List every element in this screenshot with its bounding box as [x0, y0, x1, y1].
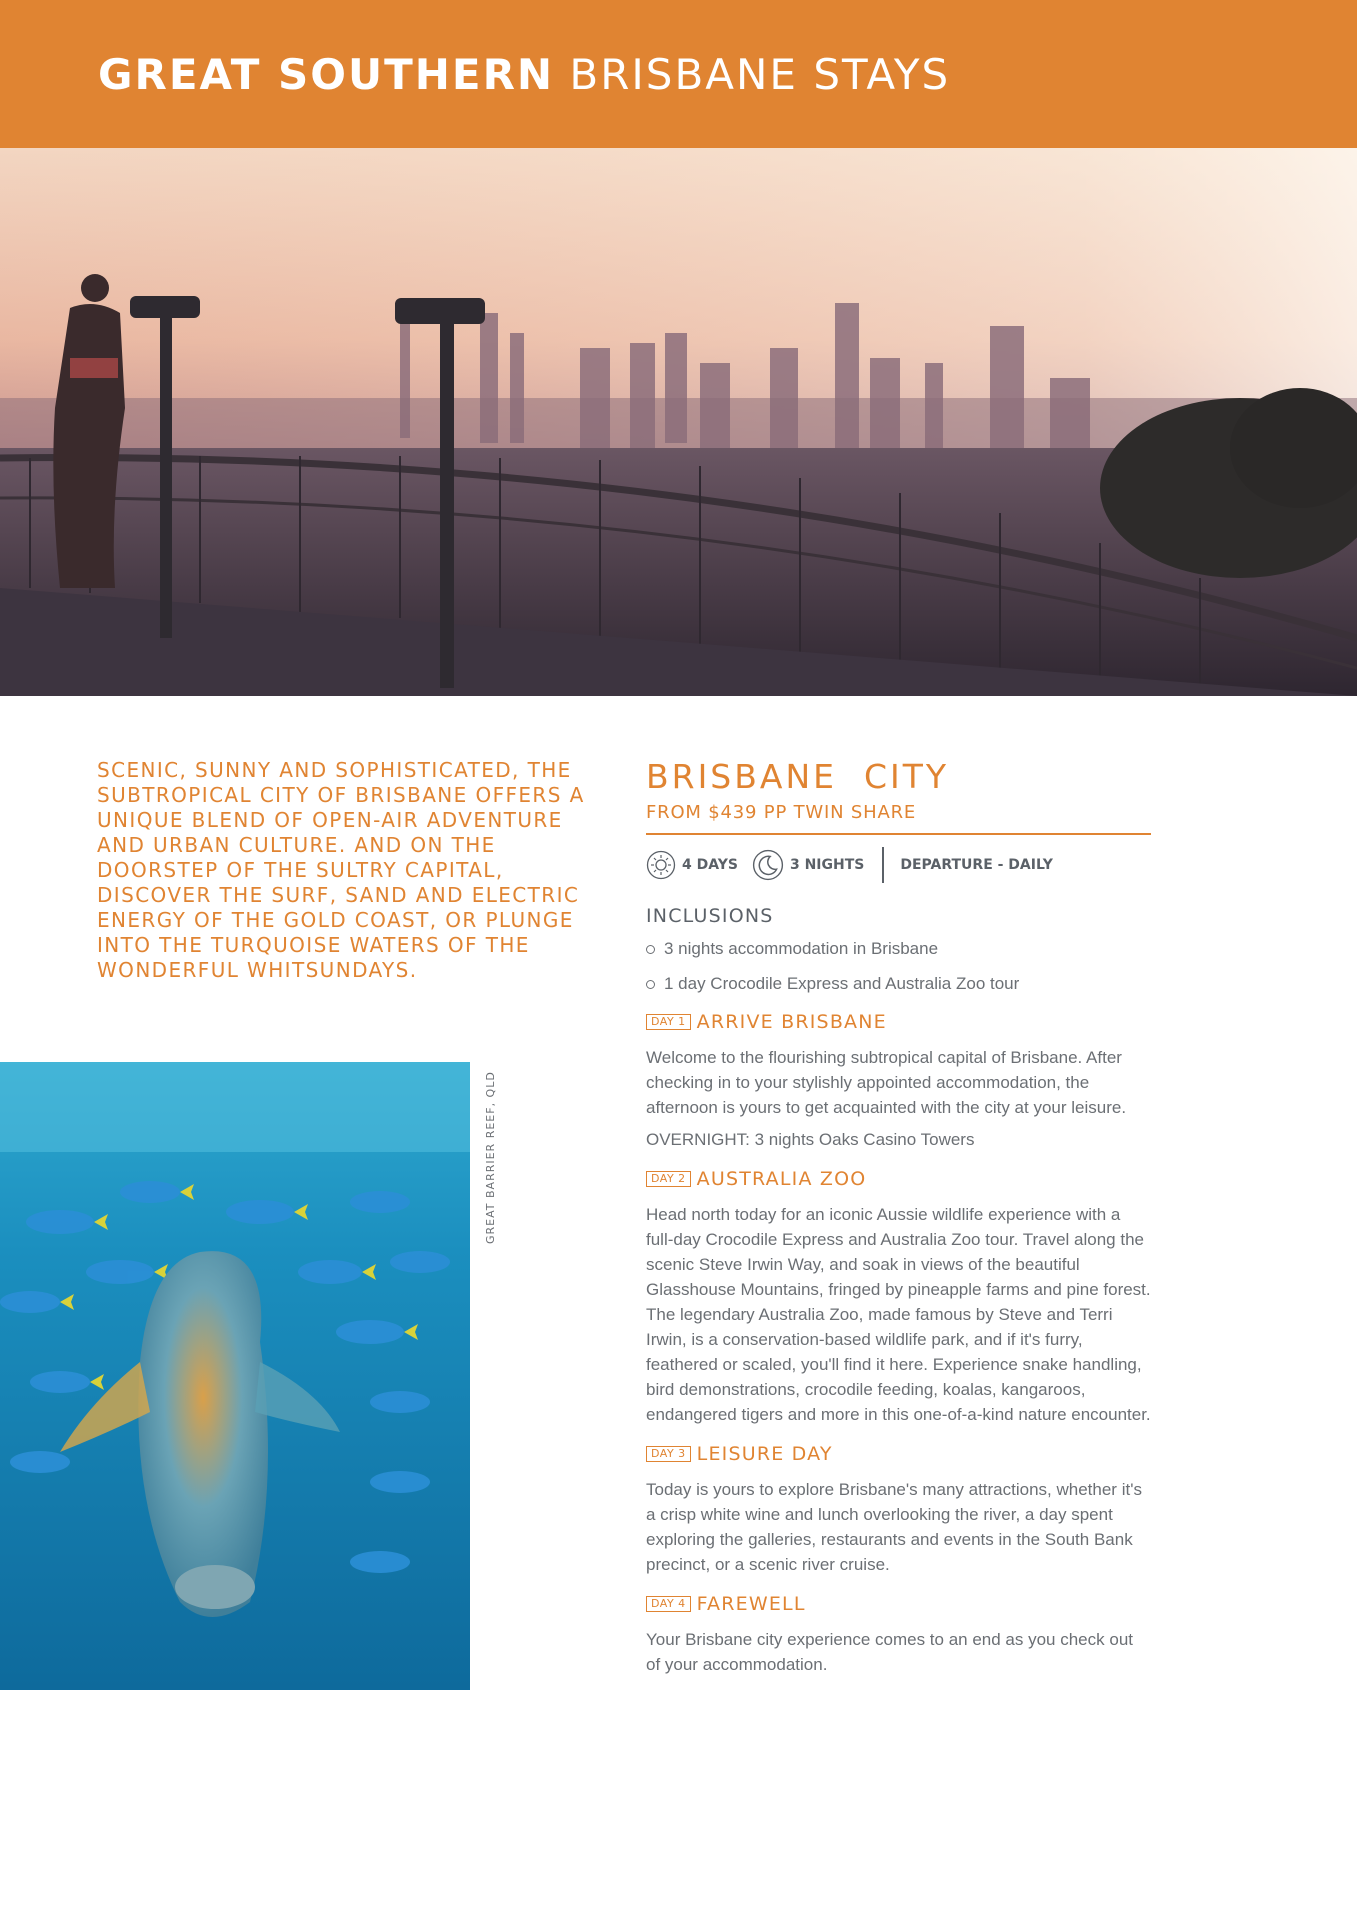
day-tag: DAY 3: [646, 1446, 691, 1462]
days-label: 4 DAYS: [682, 857, 738, 873]
duration-nights: [752, 849, 864, 881]
intro-text: SCENIC, SUNNY AND SOPHISTICATED, THE SUBTROPICAL CITY OF BRISBANE OFFERS A UNIQUE BLEND OF OPEN-AIR ADVENTURE AND URBAN CULTURE. AND ON THE DOORSTEP OF THE SULTRY CAPITAL, DISCOVER THE SURF, SAND AND ELECTRIC ENERGY OF THE GOLD COAST, OR PLUNGE INTO THE TURQUOISE WATERS OF THE WONDERFUL WHITSUNDAYS.: [97, 758, 585, 982]
nights-label: 3 NIGHTS: [789, 857, 865, 873]
day-title: AUSTRALIA ZOO: [696, 1168, 867, 1190]
day-title: LEISURE DAY: [696, 1443, 833, 1465]
tour-price: FROM $439 PP TWIN SHARE: [646, 802, 917, 823]
list-item: [646, 939, 1151, 959]
inclusions-heading: INCLUSIONS: [646, 905, 774, 927]
title-bold: GREAT SOUTHERN: [98, 50, 555, 99]
tour-meta: [646, 847, 1151, 883]
tour-details: [646, 758, 1151, 1677]
inclusion-text: 3 nights accommodation in Brisbane: [664, 939, 939, 958]
day-3: [646, 1441, 1151, 1577]
inclusion-text: 1 day Crocodile Express and Australia Zoo tour: [664, 974, 1020, 993]
inclusions-list: [646, 939, 1151, 994]
reef-caption-text: GREAT BARRIER REEF, QLD: [484, 1071, 497, 1244]
header-band: [0, 0, 1357, 148]
title-light: BRISBANE STAYS: [569, 50, 951, 99]
meta-divider: [882, 847, 884, 883]
day-2: [646, 1166, 1151, 1427]
day-tag: DAY 4: [646, 1596, 691, 1612]
sun-icon: [646, 850, 676, 880]
day-4: [646, 1591, 1151, 1677]
overnight-note: OVERNIGHT: 3 nights Oaks Casino Towers: [646, 1130, 975, 1149]
day-title: FAREWELL: [696, 1593, 806, 1615]
day-heading: [646, 1009, 1151, 1035]
tour-title: BRISBANE CITY: [646, 757, 950, 796]
departure-label: DEPARTURE - DAILY: [900, 857, 1053, 873]
day-heading: [646, 1591, 1151, 1617]
day-heading: [646, 1441, 1151, 1467]
moon-icon: [752, 849, 784, 881]
day-description: Welcome to the flourishing subtropical capital of Brisbane. After checking in to your stylishly appointed accommodation, the afternoon is yours to get acquainted with the city at your leisure.: [646, 1048, 1127, 1117]
day-title: ARRIVE BRISBANE: [696, 1011, 887, 1033]
day-tag: DAY 1: [646, 1014, 691, 1030]
list-item: [646, 974, 1151, 994]
bullet-icon: [646, 980, 655, 989]
page-title: [98, 50, 950, 99]
day-1: [646, 1009, 1151, 1152]
duration-days: [646, 850, 738, 880]
reef-photo-fish: [0, 1062, 470, 1690]
day-heading: [646, 1166, 1151, 1192]
day-tag: DAY 2: [646, 1171, 691, 1187]
reef-photo-caption: [482, 1062, 502, 1252]
day-description: Your Brisbane city experience comes to an end as you check out of your accommodation.: [646, 1630, 1133, 1674]
day-description: Today is yours to explore Brisbane's many attractions, whether it's a crisp white wine and lunch overlooking the river, a day spent exploring the galleries, restaurants and events in the South Bank precinct, or a scenic river cruise.: [646, 1480, 1142, 1574]
title-divider: [646, 833, 1151, 835]
hero-photo-brisbane-lookout: [0, 148, 1357, 696]
day-description: Head north today for an iconic Aussie wildlife experience with a full-day Crocodile Express and Australia Zoo tour. Travel along the scenic Steve Irwin Way, and soak in views of the beautiful Glasshouse Mountains, fringed by pineapple farms and pine forest. The legendary Australia Zoo, made famous by Steve and Terri Irwin, is a conservation-based wildlife park, and if it's furry, feathered or scaled, you'll find it here. Experience snake handling, bird demonstrations, crocodile feeding, koalas, kangaroos, endangered tigers and more in this one-of-a-kind nature encounter.: [646, 1205, 1151, 1424]
bullet-icon: [646, 945, 655, 954]
